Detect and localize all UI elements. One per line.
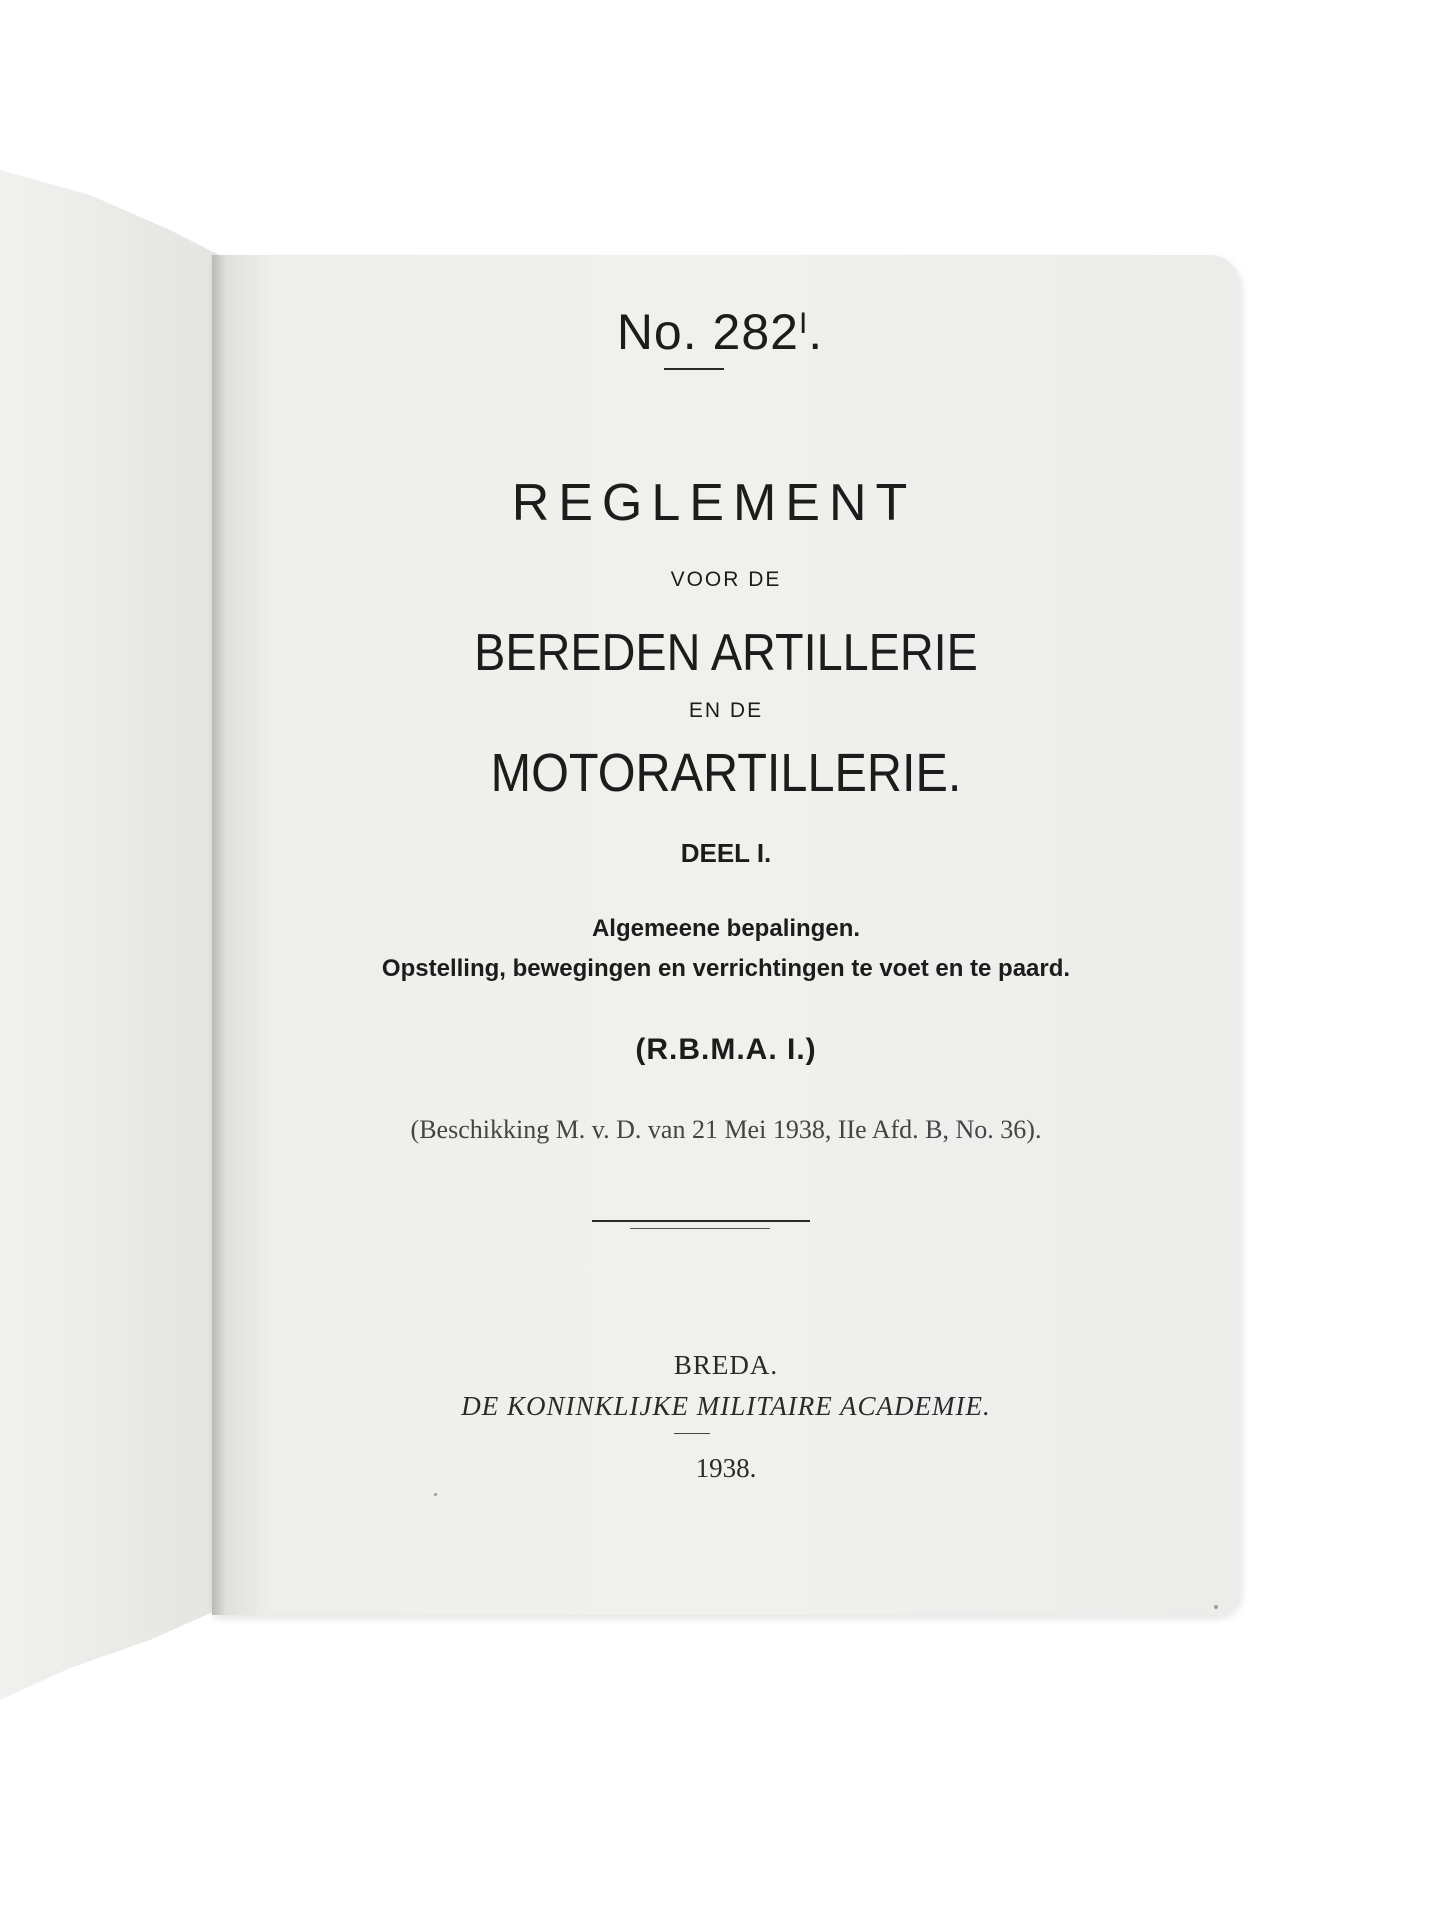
separator-rule-top (592, 1220, 810, 1222)
year-separator (674, 1433, 710, 1434)
connector-en-de: EN DE (688, 699, 764, 722)
number-suffix: . (808, 304, 824, 360)
separator-rule-bottom (630, 1228, 770, 1229)
connector-voor-de: VOOR DE (670, 568, 782, 591)
place-breda: BREDA. (673, 1350, 779, 1380)
publication-year: 1938. (695, 1453, 757, 1483)
publication-number (206, 303, 1234, 361)
subtitle-formations: Opstelling, bewegingen en verrichtingen te voet en te paard. (381, 955, 1071, 982)
decree-reference: (Beschikking M. v. D. van 21 Mei 1938, IIe Afd. B, No. 36). (410, 1115, 1042, 1144)
branch-motorartillerie: MOTORARTILLERIE. (490, 743, 962, 803)
publisher-kma: DE KONINKLIJKE MILITAIRE ACADEMIE. (461, 1391, 991, 1421)
number-underline (664, 368, 724, 370)
title-page (212, 255, 1240, 1615)
number-superscript: I (798, 307, 809, 340)
heading-reglement: REGLEMENT (511, 474, 917, 532)
paper-speck (1214, 1605, 1218, 1609)
number-text: No. 282 (616, 304, 799, 360)
branch-bereden-artillerie: BEREDEN ARTILLERIE (474, 624, 978, 682)
paper-speck (434, 1493, 437, 1496)
abbreviation-rbma: (R.B.M.A. I.) (635, 1033, 817, 1066)
part-deel-i: DEEL I. (680, 838, 772, 868)
subtitle-general-provisions: Algemeene bepalingen. (591, 915, 861, 942)
